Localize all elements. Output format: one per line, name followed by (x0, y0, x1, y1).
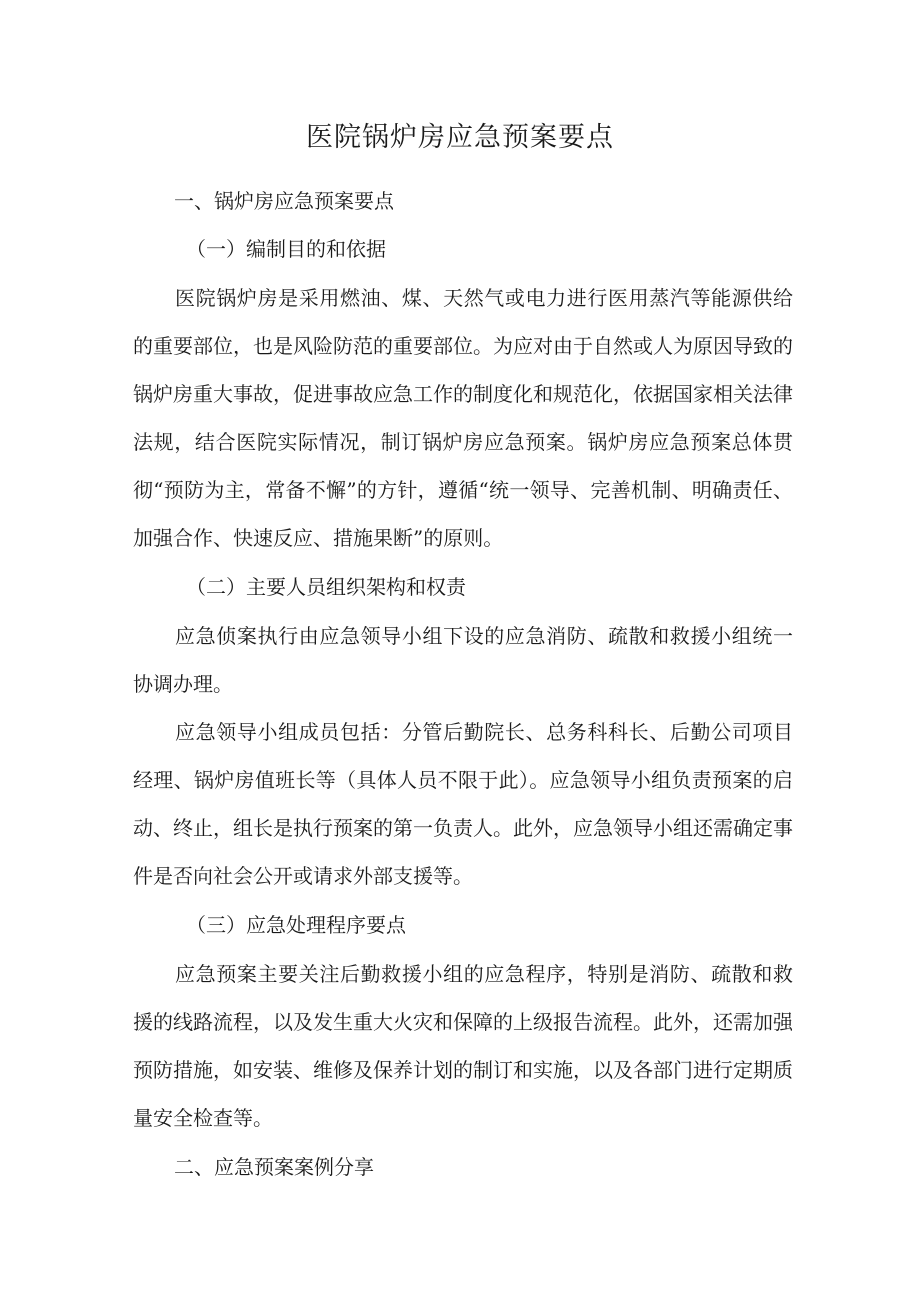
subsection-2-paragraph-2 (133, 708, 793, 900)
subsection-1-heading: （一）编制目的和依据 (186, 237, 386, 261)
subsection-1-paragraph: 医院锅炉房是采用燃油、煤、天然气或电力进行医用蒸汽等能源供给的重要部位，也是风险防范的重要部位。为应对由于自然或人为原因导致的锅炉房重大事故，促进事故应急工作的制度化和规范化，依据国家相关法律法规，结合医院实际情况，制订锅炉房应急预案。锅炉房应急预案总体贯彻“预防为主，常备不懈”的方针，遵循“统一领导、完善机制、明确责任、加强合作、快速反应、措施果断”的原则。 (133, 286, 793, 550)
subsection-2-heading: （二）主要人员组织架构和权责 (186, 575, 466, 599)
leadership-group-label: 应急领导小组成员包括： (175, 720, 402, 744)
section-2-heading: 二、应急预案案例分享 (174, 1155, 374, 1179)
subsection-2-paragraph-1: 应急侦案执行由应急领导小组下设的应急消防、疏散和救援小组统一协调办理。 (133, 624, 793, 696)
document-title: 医院锅炉房应急预案要点 (306, 122, 614, 153)
section-1-heading: 一、锅炉房应急预案要点 (174, 189, 394, 213)
leadership-group-text: 分管后勤院长、总务科科长、后勤公司项目经理、锅炉房值班长等（具体人员不限于此）。应急领导小组负责预案的启动、终止，组长是执行预案的第一负责人。此外，应急领导小组还需确定事件是否向社会公开或请求外部支援等。 (133, 720, 794, 888)
subsection-3-heading: （三）应急处理程序要点 (186, 913, 406, 937)
subsection-3-paragraph: 应急预案主要关注后勤救援小组的应急程序，特别是消防、疏散和救援的线路流程，以及发生重大火灾和保障的上级报告流程。此外，还需加强预防措施，如安装、维修及保养计划的制订和实施，以及各部门进行定期质量安全检查等。 (133, 962, 793, 1130)
